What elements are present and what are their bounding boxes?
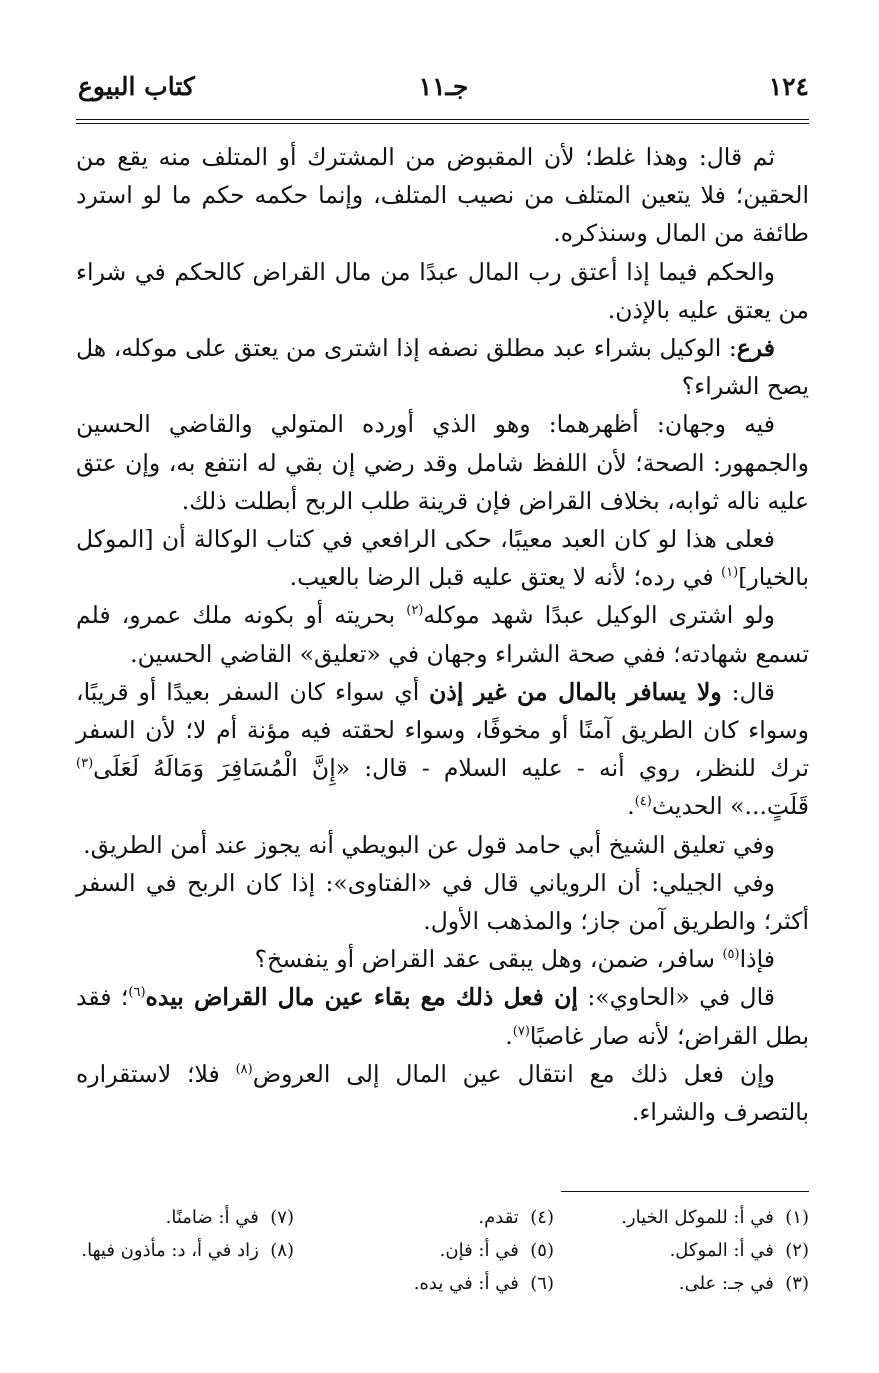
paragraph: فرع: الوكيل بشراء عبد مطلق نصفه إذا اشترى من يعتق على موكله، هل يصح الشراء؟ bbox=[76, 334, 809, 401]
footnote-ref: (٦) bbox=[128, 985, 146, 1001]
book-title: كتاب البيوع bbox=[78, 72, 195, 101]
footnote-ref: (٤) bbox=[634, 794, 652, 810]
paragraph: قال: ولا يسافر بالمال من غير إذن أي سواء كان السفر بعيدًا أو قريبًا، وسواء كان الطريق آمنًا أو مخوفًا، وسواء لحقته فيه مؤنة أم لا؛ لأن السفر ترك للنظر، روي أنه - عليه السلام - قال: «إِنَّ الْمُسَافِرَ وَمَالَهُ لَعَلَى$^{(٣)}$ قَلَتٍ...» الحديث$^{(٤)}$. bbox=[76, 677, 809, 821]
paragraph: وفي الجيلي: أن الروياني قال في «الفتاوى»: إذا كان الربح في السفر أكثر؛ والطريق آمن جاز؛ والمذهب الأول. bbox=[76, 868, 809, 936]
footnote-ref: (٢) bbox=[406, 603, 424, 619]
paragraph: وفي تعليق الشيخ أبي حامد قول عن البويطي أنه يجوز عند أمن الطريق. bbox=[83, 830, 775, 859]
footnote: (٦) في أ: في يده. bbox=[413, 1273, 554, 1294]
footnote: (٢) في أ: الموكل. bbox=[669, 1240, 809, 1261]
footnote-ref: (١) bbox=[721, 565, 739, 581]
footnote-rule bbox=[561, 1191, 809, 1192]
page-header bbox=[78, 72, 809, 112]
matn-text: إن فعل ذلك مع بقاء عين مال القراض بيده bbox=[145, 983, 578, 1012]
paragraph: قال في «الحاوي»: إن فعل ذلك مع بقاء عين مال القراض بيده$^{(٦)}$؛ فقد بطل القراض؛ لأنه صار غاصبًا$^{(٧)}$. bbox=[76, 983, 809, 1050]
footnote-ref: (٥) bbox=[722, 947, 740, 963]
page-number: ١٢٤ bbox=[768, 72, 809, 101]
footnote: (٤) تقدم. bbox=[478, 1207, 554, 1228]
footnote: (٨) زاد في أ، د: مأذون فيها. bbox=[81, 1240, 294, 1261]
footnotes bbox=[76, 1203, 809, 1313]
paragraph: وإن فعل ذلك مع انتقال عين المال إلى العروض$^{(٨)}$ فلا؛ لاستقراره بالتصرف والشراء. bbox=[76, 1059, 809, 1127]
paragraph: والحكم فيما إذا أعتق رب المال عبدًا من مال القراض كالحكم في شراء من يعتق عليه بالإذن. bbox=[76, 257, 809, 324]
paragraph: فيه وجهان: أظهرهما: وهو الذي أورده المتولي والقاضي الحسين والجمهور: الصحة؛ لأن اللفظ شامل وقد رضي إن بقي له انتفع به، وإن عتق عليه ناله ثوابه، بخلاف القراض فإن قرينة طلب الربح أبطلت ذلك. bbox=[76, 410, 809, 515]
footnote-ref: (٨) bbox=[235, 1062, 253, 1078]
header-rule bbox=[76, 119, 809, 124]
footnote: (٣) في جـ: على. bbox=[678, 1273, 809, 1294]
paragraph: فعلى هذا لو كان العبد معيبًا، حكى الرافعي في كتاب الوكالة أن [الموكل بالخيار]$^{(١)}$ في رده؛ لأنه لا يعتق عليه قبل الرضا بالعيب. bbox=[76, 525, 809, 592]
footnote: (١) في أ: للموكل الخيار. bbox=[621, 1207, 809, 1228]
footnote-ref: (٧) bbox=[512, 1023, 530, 1039]
footnote-ref: (٣) bbox=[76, 756, 94, 772]
footnote: (٧) في أ: ضامنًا. bbox=[165, 1207, 294, 1228]
section-label: فرع bbox=[736, 334, 775, 363]
paragraph: ثم قال: وهذا غلط؛ لأن المقبوض من المشترك أو المتلف منه يقع من الحقين؛ فلا يتعين المتلف من نصيب المتلف، وإنما حكمه حكم ما لو استرد طائفة من المال وسنذكره. bbox=[76, 143, 809, 248]
matn-text: ولا يسافر بالمال من غير إذن bbox=[429, 677, 722, 706]
footnote: (٥) في أ: فإن. bbox=[439, 1240, 554, 1261]
paragraph: فإذا$^{(٥)}$ سافر، ضمن، وهل يبقى عقد القراض أو ينفسخ؟ bbox=[254, 945, 775, 974]
main-text bbox=[76, 138, 809, 1131]
volume-number: جـ١١ bbox=[418, 72, 469, 101]
paragraph: ولو اشترى الوكيل عبدًا شهد موكله$^{(٢)}$ بحريته أو بكونه ملك عمرو، فلم تسمع شهادته؛ ففي صحة الشراء وجهان في «تعليق» القاضي الحسين. bbox=[76, 601, 809, 668]
